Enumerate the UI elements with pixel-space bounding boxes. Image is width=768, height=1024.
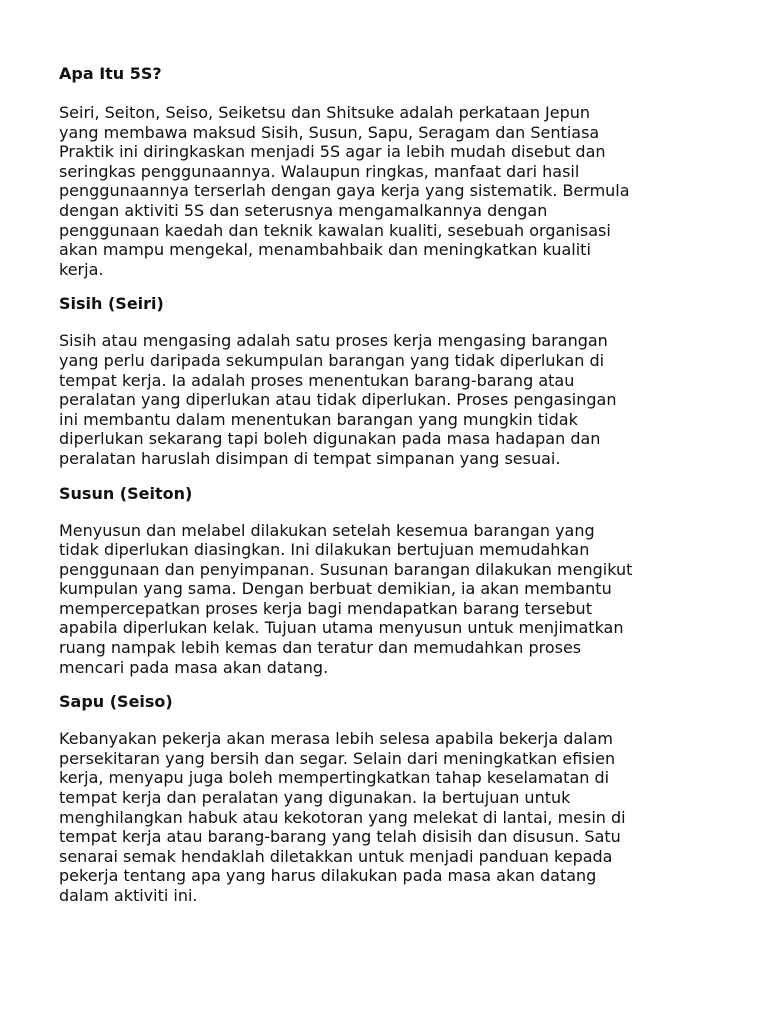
paragraph-line: mempercepatkan proses kerja bagi mendapatkan barang tersebut (59, 598, 592, 618)
paragraph-line: ruang nampak lebih kemas dan teratur dan memudahkan proses (59, 638, 582, 658)
section-heading-sapu: Sapu (Seiso) (59, 692, 173, 712)
paragraph-line: yang membawa maksud Sisih, Susun, Sapu, Seragam dan Sentiasa (59, 122, 600, 142)
section-paragraph-susun (59, 521, 719, 678)
paragraph-line: Kebanyakan pekerja akan merasa lebih selesa apabila bekerja dalam (59, 729, 614, 749)
paragraph-line: apabila diperlukan kelak. Tujuan utama menyusun untuk menjimatkan (59, 618, 624, 638)
paragraph-line: diperlukan sekarang tapi boleh digunakan pada masa hadapan dan (59, 429, 601, 449)
paragraph-line: ini membantu dalam menentukan barangan yang mungkin tidak (59, 409, 578, 429)
paragraph-line: tempat kerja dan peralatan yang digunakan. Ia bertujuan untuk (59, 788, 571, 808)
section-heading-apa-itu-5s: Apa Itu 5S? (59, 64, 162, 83)
paragraph-line: persekitaran yang bersih dan segar. Selain dari meningkatkan efisien (59, 748, 616, 768)
paragraph-line: tempat kerja. Ia adalah proses menentukan barang-barang atau (59, 370, 575, 390)
paragraph-line: Menyusun dan melabel dilakukan setelah kesemua barangan yang (59, 520, 595, 540)
section-paragraph-sapu (59, 729, 719, 905)
paragraph-line: dalam aktiviti ini. (59, 886, 198, 905)
section-paragraph-sisih (59, 331, 719, 468)
paragraph-line: penggunaan dan penyimpanan. Susunan barangan dilakukan mengikut (59, 559, 633, 579)
paragraph-line: kerja, menyapu juga boleh mempertingkatkan tahap keselamatan di (59, 768, 610, 788)
paragraph-line: Seiri, Seiton, Seiso, Seiketsu dan Shitsuke adalah perkataan Jepun (59, 103, 591, 122)
paragraph-line: penggunaan kaedah dan teknik kawalan kualiti, sesebuah organisasi (59, 220, 611, 240)
paragraph-line: pekerja tentang apa yang harus dilakukan pada masa akan datang (59, 866, 597, 886)
paragraph-line: kerja. (59, 259, 104, 279)
paragraph-line: penggunaannya terserlah dengan gaya kerja yang sistematik. Bermula (59, 181, 630, 201)
section-heading-susun: Susun (Seiton) (59, 483, 193, 503)
paragraph-line: peralatan yang diperlukan atau tidak diperlukan. Proses pengasingan (59, 390, 617, 410)
paragraph-line: Praktik ini diringkaskan menjadi 5S agar ia lebih mudah disebut dan (59, 142, 606, 162)
section-heading-sisih: Sisih (Seiri) (59, 294, 164, 314)
paragraph-line: tempat kerja atau barang-barang yang telah disisih dan disusun. Satu (59, 827, 621, 847)
paragraph-line: akan mampu mengekal, menambahbaik dan meningkatkan kualiti (59, 240, 591, 260)
paragraph-line: peralatan haruslah disimpan di tempat simpanan yang sesuai. (59, 448, 561, 468)
document-page (59, 64, 719, 906)
paragraph-line: menghilangkan habuk atau kekotoran yang melekat di lantai, mesin di (59, 807, 626, 827)
paragraph-line: senarai semak hendaklah diletakkan untuk menjadi panduan kepada (59, 846, 613, 866)
paragraph-line: dengan aktiviti 5S dan seterusnya mengamalkannya dengan (59, 200, 548, 220)
paragraph-line: kumpulan yang sama. Dengan berbuat demikian, ia akan membantu (59, 579, 612, 599)
section-paragraph-apa-itu-5s (59, 103, 719, 279)
paragraph-line: seringkas penggunaannya. Walaupun ringkas, manfaat dari hasil (59, 161, 580, 181)
paragraph-line: mencari pada masa akan datang. (59, 657, 329, 677)
paragraph-line: Sisih atau mengasing adalah satu proses kerja mengasing barangan (59, 331, 608, 351)
paragraph-line: yang perlu daripada sekumpulan barangan yang tidak diperlukan di (59, 350, 605, 370)
paragraph-line: tidak diperlukan diasingkan. Ini dilakukan bertujuan memudahkan (59, 540, 590, 560)
